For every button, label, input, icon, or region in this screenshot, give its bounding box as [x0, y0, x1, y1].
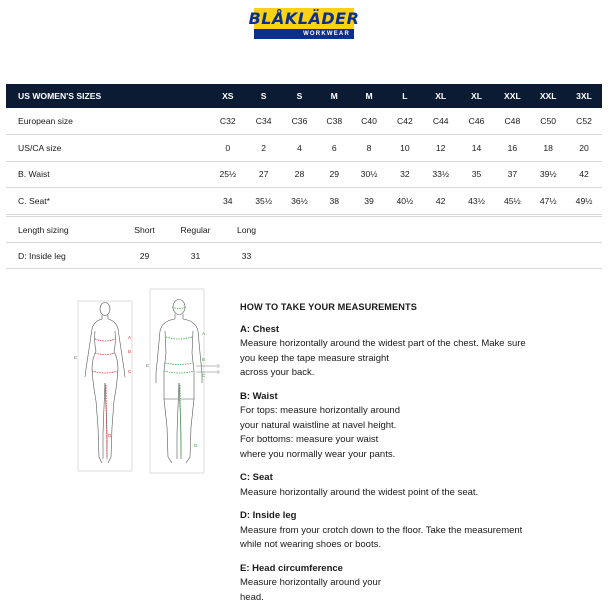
size-table-header — [6, 84, 602, 108]
table-cell: 49½ — [575, 195, 593, 206]
woman-figure — [85, 303, 125, 464]
section-line: head. — [240, 591, 264, 603]
header-cell: XL — [423, 84, 459, 108]
header-cell: XXL — [530, 84, 566, 108]
table-cell: 31 — [190, 250, 201, 261]
table-cell: 33 — [241, 250, 252, 261]
table-cell: 38 — [329, 195, 340, 206]
section-line: across your back. — [240, 367, 315, 378]
table-cell: Long — [236, 224, 257, 235]
table-spacer — [272, 217, 602, 243]
table-cell: 28 — [294, 169, 305, 180]
measurement-heading: HOW TO TAKE YOUR MEASUREMENTS — [240, 302, 417, 312]
measurement-section-chest — [240, 323, 590, 381]
row-label: C. Seat* — [18, 195, 51, 206]
row-label: B. Waist — [18, 169, 50, 180]
table-cell: 27 — [258, 169, 269, 180]
logo-subtext: WORKWEAR — [303, 31, 350, 37]
section-line: you keep the tape measure straight — [240, 352, 389, 364]
table-cell: 37 — [507, 169, 518, 180]
table-cell: 47½ — [539, 195, 557, 206]
woman-marks — [92, 339, 118, 457]
table-row — [6, 243, 602, 269]
section-line: For tops: measure horizontally around — [240, 405, 400, 416]
measurement-instructions — [240, 300, 590, 614]
table-cell: 32 — [400, 169, 410, 180]
header-cell: M — [317, 84, 351, 108]
woman-label-a: A — [128, 335, 132, 340]
header-cell: M — [351, 84, 387, 108]
table-cell: 29 — [329, 169, 340, 180]
table-cell: 36½ — [291, 195, 308, 206]
man-label-d: D — [194, 443, 198, 448]
table-cell: 35 — [471, 169, 482, 180]
header-cell: L — [387, 84, 423, 108]
row-label: European size — [18, 116, 73, 126]
table-cell: C32 — [219, 116, 236, 126]
table-cell: 29 — [139, 250, 150, 261]
table-cell: 33½ — [432, 169, 450, 180]
table-cell: C46 — [468, 116, 485, 126]
section-line: your natural waistline at navel height. — [240, 419, 397, 431]
table-cell: 2 — [261, 142, 267, 153]
table-cell: 39 — [364, 195, 374, 206]
section-line: Measure horizontally around the widest part of the chest. Make sure — [240, 338, 526, 349]
brand-logo — [248, 8, 360, 40]
section-line: where you normally wear your pants. — [240, 448, 396, 460]
section-title: B: Waist — [240, 390, 278, 402]
table-cell: 43½ — [468, 195, 485, 206]
table-row — [6, 188, 602, 215]
section-line: For bottoms: measure your waist — [240, 434, 379, 445]
woman-label-c: C — [128, 369, 132, 374]
table-cell: 6 — [331, 142, 337, 153]
table-cell: 14 — [471, 142, 482, 153]
length-table-header — [6, 217, 602, 243]
section-title: C: Seat — [240, 472, 273, 483]
measurement-section-head — [240, 562, 590, 606]
table-cell: 45½ — [503, 195, 521, 206]
woman-label-e: E — [74, 355, 78, 360]
header-cell: XL — [459, 84, 495, 108]
table-cell: 8 — [366, 142, 372, 153]
section-line: Measure horizontally around your — [240, 577, 381, 588]
table-cell: 35½ — [255, 195, 272, 206]
measurement-section-waist — [240, 390, 590, 463]
length-table — [6, 216, 602, 269]
table-cell: 18 — [543, 142, 553, 153]
section-line: Measure from your crotch down to the floor. Take the measurement — [240, 524, 523, 536]
table-cell: 40½ — [396, 195, 414, 206]
table-cell: 10 — [400, 142, 410, 153]
section-title: E: Head circumference — [240, 562, 343, 574]
man-label-b: B — [202, 357, 206, 362]
table-cell: C34 — [255, 116, 272, 126]
table-cell: 16 — [507, 142, 518, 153]
table-cell: C36 — [291, 116, 308, 126]
logo-subtext-bar — [254, 29, 354, 39]
table-cell: 30½ — [360, 169, 378, 180]
table-cell: 34 — [223, 195, 233, 206]
logo-wordmark: BLÅKLÄDER — [248, 9, 360, 28]
section-title: A: Chest — [240, 323, 280, 335]
table-row — [6, 135, 602, 162]
table-cell: C40 — [361, 116, 377, 126]
table-cell: 4 — [297, 142, 302, 153]
table-cell: C52 — [576, 116, 592, 126]
row-label: Length sizing — [18, 224, 69, 235]
measurement-section-seat — [240, 471, 590, 500]
measurement-figures — [72, 287, 230, 477]
table-cell: 39½ — [539, 169, 557, 180]
man-label-e: E — [146, 363, 150, 368]
man-tape-lines — [196, 365, 219, 373]
table-row — [6, 108, 602, 135]
table-cell: C48 — [504, 116, 521, 126]
table-row — [6, 161, 602, 188]
table-cell: C42 — [396, 116, 413, 126]
row-label: D: Inside leg — [18, 250, 66, 261]
table-cell: Short — [134, 224, 155, 235]
size-table — [6, 84, 602, 215]
table-cell: 42 — [435, 195, 446, 206]
table-cell: 0 — [225, 142, 231, 153]
table-cell: C38 — [326, 116, 343, 126]
row-label: US/CA size — [18, 142, 62, 153]
header-cell: 3XL — [566, 84, 602, 108]
table-cell: 25½ — [219, 169, 237, 180]
table-cell: 42 — [579, 169, 589, 180]
man-label-c: C — [202, 373, 206, 378]
woman-label-d: D — [108, 433, 112, 438]
table-cell: C50 — [540, 116, 557, 126]
header-cell: XS — [210, 84, 246, 108]
man-label-a: A — [202, 331, 206, 336]
measurement-section-inside-leg — [240, 509, 590, 553]
woman-label-b: B — [128, 349, 132, 354]
header-cell: S — [282, 84, 318, 108]
section-line: while not wearing shoes or boots. — [240, 539, 381, 550]
table-spacer — [272, 243, 602, 269]
man-figure — [156, 300, 202, 464]
section-line: Measure horizontally around the widest point of the seat. — [240, 486, 479, 498]
table-cell: 12 — [435, 142, 446, 153]
header-cell: US WOMEN'S SIZES — [6, 84, 210, 108]
table-cell: Regular — [180, 224, 211, 235]
header-cell: S — [246, 84, 282, 108]
table-cell: 20 — [579, 142, 589, 153]
man-marks — [164, 307, 194, 457]
header-cell: XXL — [494, 84, 530, 108]
table-cell: C44 — [432, 116, 449, 126]
section-title: D: Inside leg — [240, 510, 297, 521]
